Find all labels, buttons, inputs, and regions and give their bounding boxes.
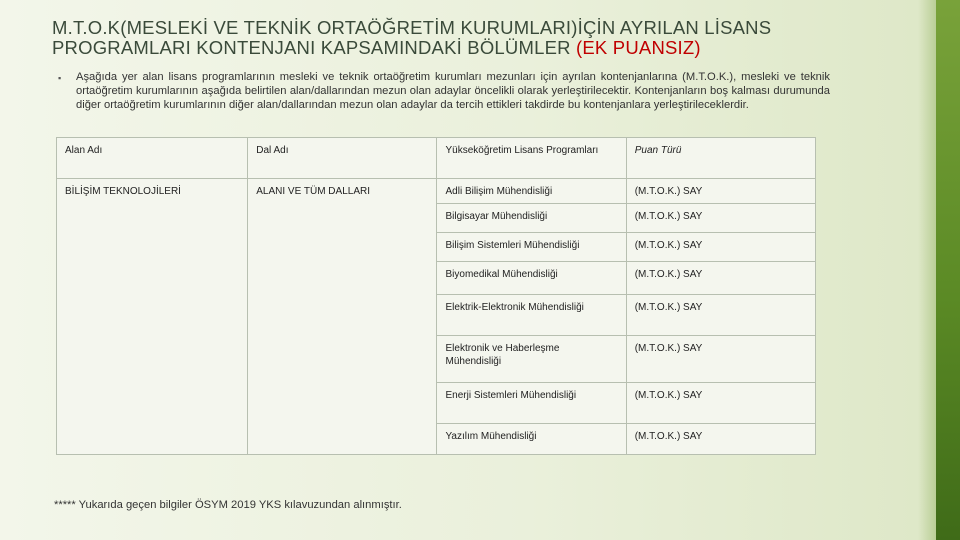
cell-puan: (M.T.O.K.) SAY — [626, 383, 815, 424]
cell-puan: (M.T.O.K.) SAY — [626, 336, 815, 383]
decorative-side-bar — [936, 0, 960, 540]
cell-puan: (M.T.O.K.) SAY — [626, 295, 815, 336]
header-alan: Alan Adı — [57, 138, 248, 179]
cell-program: Elektrik-Elektronik Mühendisliği — [437, 295, 626, 336]
table-row — [57, 179, 816, 204]
footnote: ***** Yukarıda geçen bilgiler ÖSYM 2019 YKS kılavuzundan alınmıştır. — [54, 499, 402, 511]
cell-puan: (M.T.O.K.) SAY — [626, 233, 815, 262]
cell-puan: (M.T.O.K.) SAY — [626, 204, 815, 233]
cell-alan: BİLİŞİM TEKNOLOJİLERİ — [57, 179, 248, 455]
cell-dal: ALANI VE TÜM DALLARI — [248, 179, 437, 455]
header-puan: Puan Türü — [626, 138, 815, 179]
title-main: M.T.O.K(MESLEKİ VE TEKNİK ORTAÖĞRETİM KURUMLARI)İÇİN AYRILAN LİSANS PROGRAMLARI KONTENJANI KAPSAMINDAKİ BÖLÜMLER — [52, 17, 772, 58]
cell-program: Bilgisayar Mühendisliği — [437, 204, 626, 233]
cell-puan: (M.T.O.K.) SAY — [626, 424, 815, 455]
cell-program: Yazılım Mühendisliği — [437, 424, 626, 455]
bullet-dot-icon: ▪ — [58, 73, 62, 83]
header-dal: Dal Adı — [248, 138, 437, 179]
bullet-paragraph — [58, 70, 830, 112]
slide-title — [52, 18, 912, 58]
cell-program: Adli Bilişim Mühendisliği — [437, 179, 626, 204]
bullet-text: Aşağıda yer alan lisans programlarının mesleki ve teknik ortaöğretim kurumları mezunları için ayrılan kontenjanlarına (M.T.O.K.), mesleki ve teknik ortaöğretim kurumlarının aşağıda belirtilen alan/dallarından mezun olan adaylar öncelikli olarak yerleştirilecektir. Kontenjanların boş kalması durumunda diğer ortaöğretim kurumlarının diğer alan/dallarından mezun olan adaylar da tercih ettikleri takdirde bu kontenjanlara yerleştirileceklerdir. — [76, 71, 830, 111]
cell-program: Biyomedikal Mühendisliği — [437, 262, 626, 295]
title-highlight: (EK PUANSIZ) — [576, 37, 701, 58]
header-program: Yükseköğretim Lisans Programları — [437, 138, 626, 179]
cell-puan: (M.T.O.K.) SAY — [626, 179, 815, 204]
cell-program: Elektronik ve Haberleşme Mühendisliği — [437, 336, 626, 383]
programs-table — [56, 137, 816, 455]
table-header-row — [57, 138, 816, 179]
cell-puan: (M.T.O.K.) SAY — [626, 262, 815, 295]
cell-program: Bilişim Sistemleri Mühendisliği — [437, 233, 626, 262]
cell-program: Enerji Sistemleri Mühendisliği — [437, 383, 626, 424]
